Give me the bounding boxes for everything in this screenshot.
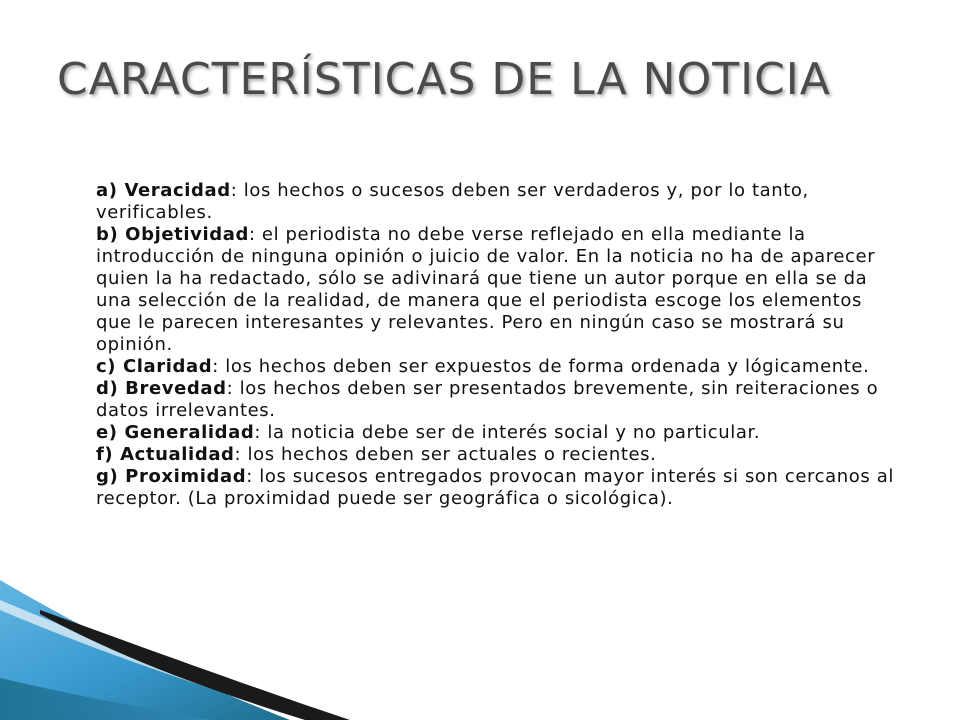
list-item-brevedad [96, 378, 896, 422]
list-item-veracidad [96, 180, 896, 224]
item-text: : los hechos o sucesos deben ser verdaderos y, por lo tanto, verificables. [96, 180, 809, 223]
item-term: f) Actualidad [96, 444, 235, 465]
characteristics-list [96, 180, 896, 510]
corner-swoosh-decoration [0, 580, 400, 720]
list-item-claridad [96, 356, 896, 378]
item-text: : los hechos deben ser expuestos de forma ordenada y lógicamente. [212, 356, 870, 377]
item-term: g) Proximidad [96, 466, 247, 487]
item-text: : los hechos deben ser actuales o recientes. [234, 444, 657, 465]
list-item-generalidad [96, 422, 896, 444]
list-item-proximidad [96, 466, 896, 510]
item-term: a) Veracidad [96, 180, 231, 201]
list-item-objetividad [96, 224, 896, 356]
item-term: b) Objetividad [96, 224, 249, 245]
item-term: c) Claridad [96, 356, 213, 377]
item-text: : la noticia debe ser de interés social y no particular. [254, 422, 761, 443]
list-item-actualidad [96, 444, 896, 466]
item-text: : el periodista no debe verse reflejado en ella mediante la introducción de ninguna opinión o juicio de valor. En la noticia no ha de aparecer quien la ha redactado, sólo se adivinará que tiene un autor porque en ella se da una selección de la realidad, de manera que el periodista escoge los elementos que le parecen interesantes y relevantes. Pero en ningún caso se mostrará su opinión. [96, 224, 876, 355]
item-term: d) Brevedad [96, 378, 227, 399]
slide-title: CARACTERÍSTICAS DE LA NOTICIA [57, 54, 831, 105]
item-text: : los hechos deben ser presentados brevemente, sin reiteraciones o datos irrelevantes. [96, 378, 879, 421]
item-term: e) Generalidad [96, 422, 255, 443]
item-text: : los sucesos entregados provocan mayor interés si son cercanos al receptor. (La proximidad puede ser geográfica o sicológica). [96, 466, 894, 509]
